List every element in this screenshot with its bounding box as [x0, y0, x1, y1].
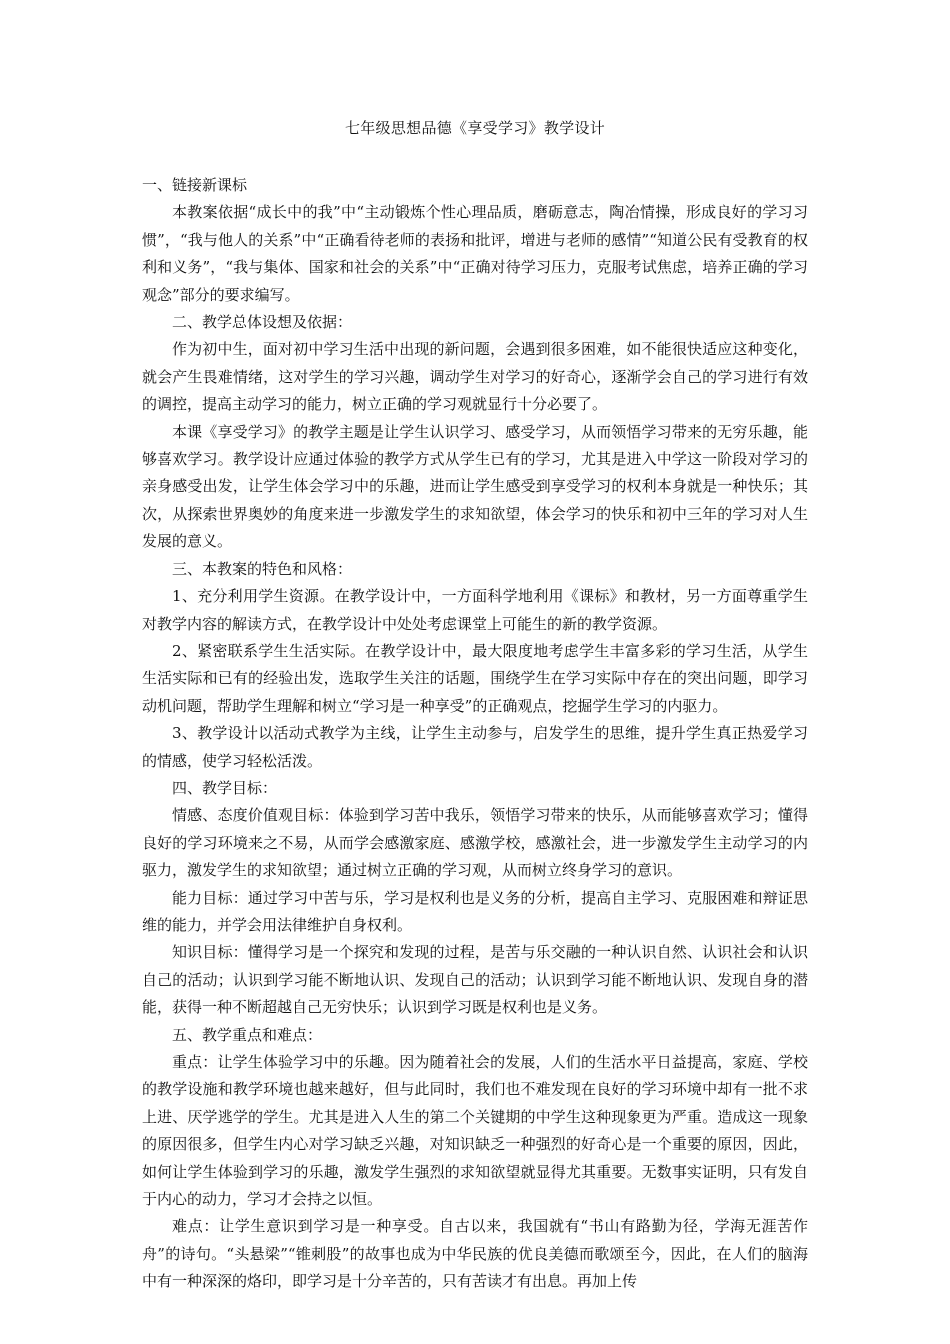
document-paragraph: 二、教学总体设想及依据：: [172, 313, 353, 332]
document-paragraph: 五、教学重点和难点：: [172, 1025, 323, 1044]
document-paragraph: 1、充分利用学生资源。在教学设计中，一方面科学地利用《课标》和教材，另一方面尊重学生对教学内容的解读方式，在教学设计中处处考虑课堂上可能生的新的教学资源。: [142, 587, 808, 633]
document-paragraph: 本课《享受学习》的教学主题是让学生认识学习、感受学习，从而领悟学习带来的无穷乐趣，能够喜欢学习。教学设计应通过体验的教学方式从学生已有的学习，尤其是进入中学这一阶段对学习的亲身感受出发，让学生体会学习中的乐趣，进而让学生感受到享受学习的权利本身就是一种快乐；其次，从探索世界奥妙的角度来进一步激发学生的求知欲望，体会学习的快乐和初中三年的学习对人生发展的意义。: [142, 422, 808, 551]
document-title: 七年级思想品德《享受学习》教学设计: [344, 119, 606, 137]
document-paragraph: 情感、态度价值观目标：体验到学习苦中我乐，领悟学习带来的快乐，从而能够喜欢学习；懂得良好的学习环境来之不易，从而学会感激家庭、感激学校，感激社会，进一步激发学生主动学习的内驱力，激发学生的求知欲望；通过树立正确的学习观，从而树立终身学习的意识。: [142, 806, 808, 880]
document-body: [142, 172, 808, 1296]
document-paragraph: 本教案依据“成长中的我”中“主动锻炼个性心理品质，磨砺意志，陶冶情操，形成良好的学习习惯”，“我与他人的关系”中“正确看待老师的表扬和批评，增进与老师的感情”“知道公民有受教育的权利和义务”，“我与集体、国家和社会的关系”中“正确对待学习压力，克服考试焦虑，培养正确的学习观念”部分的要求编写。: [142, 203, 808, 304]
document-paragraph: 能力目标：通过学习中苦与乐，学习是权利也是义务的分析，提高自主学习、克服困难和辩证思维的能力，并学会用法律维护自身权利。: [142, 888, 808, 934]
document-page: [142, 118, 808, 1296]
document-paragraph: 知识目标：懂得学习是一个探究和发现的过程，是苦与乐交融的一种认识自然、认识社会和认识自己的活动；认识到学习能不断地认识、发现自己的活动；认识到学习能不断地认识、发现自身的潜能，获得一种不断超越自己无穷快乐；认识到学习既是权利也是义务。: [142, 943, 808, 1017]
document-paragraph: 三、本教案的特色和风格：: [172, 559, 353, 578]
document-paragraph: 作为初中生，面对初中学习生活中出现的新问题，会遇到很多困难，如不能很快适应这种变化，就会产生畏难情绪，这对学生的学习兴趣，调动学生对学习的好奇心，逐渐学会自己的学习进行有效的调控，提高主动学习的能力，树立正确的学习观就显行十分必要了。: [142, 340, 808, 414]
document-paragraph: 重点：让学生体验学习中的乐趣。因为随着社会的发展，人们的生活水平日益提高，家庭、学校的教学设施和教学环境也越来越好，但与此同时，我们也不难发现在良好的学习环境中却有一批不求上进、厌学逃学的学生。尤其是进入人生的第二个关键期的中学生这种现象更为严重。造成这一现象的原因很多，但学生内心对学习缺乏兴趣，对知识缺乏一种强烈的好奇心是一个重要的原因，因此，如何让学生体验到学习的乐趣，激发学生强烈的求知欲望就显得尤其重要。无数事实证明，只有发自于内心的动力，学习才会持之以恒。: [142, 1053, 808, 1209]
document-paragraph: 一、链接新课标: [142, 176, 248, 194]
document-paragraph: 难点：让学生意识到学习是一种享受。自古以来，我国就有“书山有路勤为径，学海无涯苦作舟”的诗句。“头悬梁”“锥刺股”的故事也成为中华民族的优良美德而歌颂至今，因此，在人们的脑海中有一种深深的烙印，即学习是十分辛苦的，只有苦读才有出息。再加上传: [142, 1217, 808, 1291]
document-paragraph: 2、紧密联系学生生活实际。在教学设计中，最大限度地考虑学生丰富多彩的学习生活，从学生生活实际和已有的经验出发，选取学生关注的话题，围绕学生在学习实际中存在的突出问题，即学习动机问题，帮助学生理解和树立“学习是一种享受”的正确观点，挖掘学生学习的内驱力。: [142, 641, 808, 715]
document-paragraph: 四、教学目标：: [172, 778, 278, 797]
document-paragraph: 3、教学设计以活动式教学为主线，让学生主动参与，启发学生的思维，提升学生真正热爱学习的情感，使学习轻松活泼。: [142, 724, 808, 770]
